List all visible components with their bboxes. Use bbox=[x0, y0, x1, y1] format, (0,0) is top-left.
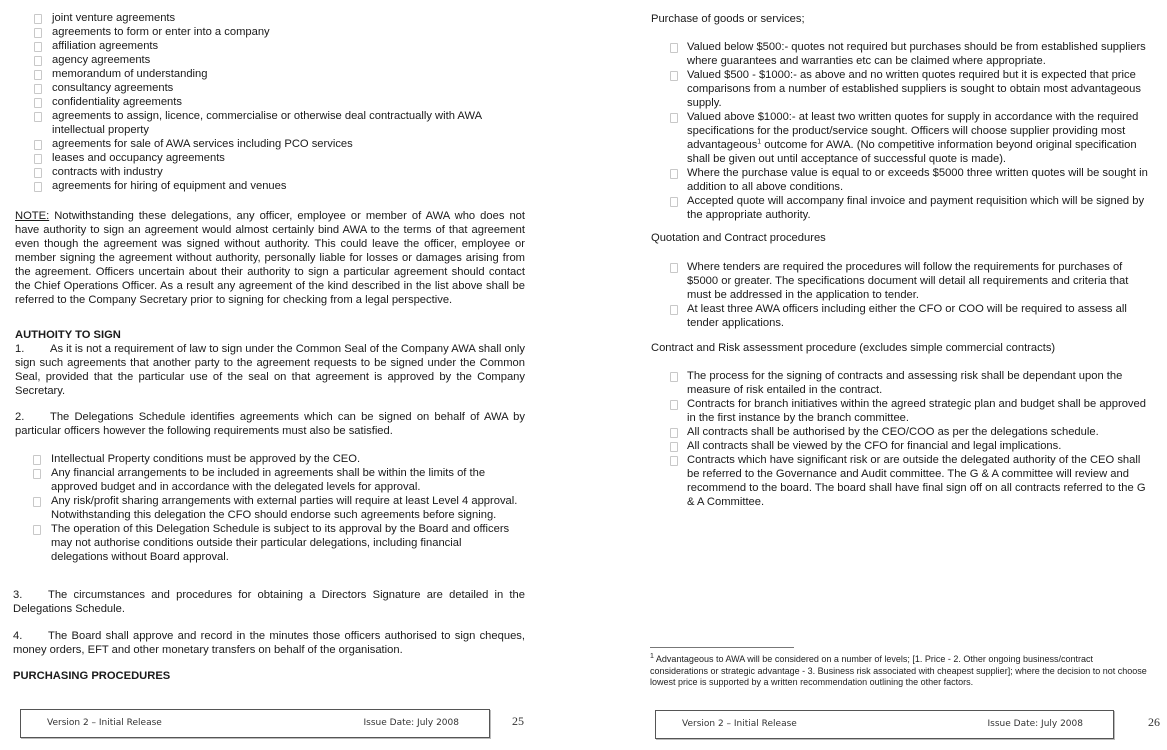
checkbox-bullet-icon bbox=[34, 84, 42, 94]
checkbox-bullet-icon bbox=[33, 497, 41, 507]
list-item: All contracts shall be viewed by the CFO for financial and legal implications. bbox=[687, 439, 1149, 453]
checkbox-bullet-icon bbox=[670, 43, 678, 53]
version-label: Version 2 – Initial Release bbox=[682, 719, 797, 729]
list-item: joint venture agreements bbox=[52, 11, 522, 25]
list-item: All contracts shall be authorised by the CEO/COO as per the delegations schedule. bbox=[687, 425, 1149, 439]
list-item: agreements for hiring of equipment and venues bbox=[52, 179, 522, 193]
checkbox-bullet-icon bbox=[33, 469, 41, 479]
checkbox-bullet-icon bbox=[670, 197, 678, 207]
agreement-types-list bbox=[52, 11, 522, 193]
checkbox-bullet-icon bbox=[34, 56, 42, 66]
list-item: Accepted quote will accompany final invoice and payment requisition which will be signed by the appropriate authority. bbox=[687, 194, 1149, 222]
note-paragraph bbox=[15, 209, 525, 307]
list-item: agreements to assign, licence, commercialise or otherwise deal contractually with AWA intellectual property bbox=[52, 109, 522, 137]
list-item: confidentiality agreements bbox=[52, 95, 522, 109]
checkbox-bullet-icon bbox=[34, 28, 42, 38]
checkbox-bullet-icon bbox=[670, 456, 678, 466]
list-item: Any financial arrangements to be included in agreements shall be within the limits of the approved budget and in accordance with the delegated levels for approval. bbox=[51, 466, 521, 494]
checkbox-bullet-icon bbox=[670, 442, 678, 452]
checkbox-bullet-icon bbox=[670, 263, 678, 273]
note-label: NOTE: bbox=[15, 210, 50, 222]
page-number: 26 bbox=[1148, 715, 1160, 729]
list-item: agency agreements bbox=[52, 53, 522, 67]
note-text: Notwithstanding these delegations, any officer, employee or member of AWA who does not have authority to sign an agreement would almost certainly bind AWA to the terms of that agreement even though the agreement was signed without authority. This could leave the officer, employee or member signing the agreement without authority, personally liable for losses or damages arising from the agreement. Officers uncertain about their authority to sign a particular agreement should contact the Chief Operations Officer. As a result any agreement of the kind described in the list above shall be referred to the Company Secretary prior to signing for checking from a legal perspective. bbox=[15, 210, 525, 306]
checkbox-bullet-icon bbox=[670, 71, 678, 81]
list-item: Where tenders are required the procedures will follow the requirements for purchases of $5000 or greater. The specifications document will detail all requirements and criteria that must be addressed in the application to tender. bbox=[687, 260, 1149, 302]
checkbox-bullet-icon bbox=[34, 168, 42, 178]
list-item: agreements for sale of AWA services including PCO services bbox=[52, 137, 522, 151]
checkbox-bullet-icon bbox=[34, 42, 42, 52]
quotation-heading: Quotation and Contract procedures bbox=[651, 232, 826, 244]
list-item: Valued $500 - $1000:- as above and no written quotes required but it is expected that price comparisons from a number of established suppliers is sought to obtain most advantageous supply. bbox=[687, 68, 1149, 110]
list-item: The operation of this Delegation Schedule is subject to its approval by the Board and officers may not authorise conditions outside their particular delegations, including financial delegations without Board approval. bbox=[51, 522, 521, 564]
footnote-marker: 1 bbox=[650, 653, 654, 660]
issue-date: Issue Date: July 2008 bbox=[363, 718, 459, 728]
paragraph-number: 3. bbox=[13, 589, 23, 601]
purchase-rules-list bbox=[687, 40, 1149, 222]
page-footer bbox=[20, 709, 490, 738]
requirements-list bbox=[51, 452, 521, 564]
checkbox-bullet-icon bbox=[34, 70, 42, 80]
paragraph-3: 3. The circumstances and procedures for obtaining a Directors Signature are detailed in the Delegations Schedule. bbox=[13, 589, 525, 615]
list-item: Where the purchase value is equal to or exceeds $5000 three written quotes will be sought in addition to all above conditions. bbox=[687, 166, 1149, 194]
checkbox-bullet-icon bbox=[34, 182, 42, 192]
list-item: contracts with industry bbox=[52, 165, 522, 179]
purchase-heading: Purchase of goods or services; bbox=[651, 13, 805, 25]
checkbox-bullet-icon bbox=[670, 428, 678, 438]
list-item: agreements to form or enter into a company bbox=[52, 25, 522, 39]
paragraph-2: 2. The Delegations Schedule identifies agreements which can be signed on behalf of AWA by particular officers however the following requirements must also be satisfied. bbox=[15, 411, 525, 437]
checkbox-bullet-icon bbox=[34, 14, 42, 24]
checkbox-bullet-icon bbox=[34, 98, 42, 108]
issue-date: Issue Date: July 2008 bbox=[987, 719, 1083, 729]
footnote: $^1$ Advantageous to AWA will be considered on a number of levels; [1. Price - 2. Other ongoing business/contract considerations or strategic advantage - 3. Business risk associated with cheapest supplier]; where the decision to not choose lowest price is supported by a written recommendation outlining the other factors. bbox=[650, 653, 1147, 687]
paragraph-4: 4. The Board shall approve and record in the minutes those officers authorised to sign cheques, money orders, EFT and other monetary transfers on behalf of the organisation. bbox=[13, 630, 525, 656]
list-item: Valued above $1000:- at least two written quotes for supply in accordance with the required specifications for the product/service sought. Officers will choose supplier providing most advantageous$^1$ outcome for AWA. (No competitive information beyond original specification shall be given out until acceptance of successful quote is made). bbox=[687, 110, 1149, 166]
authority-heading: AUTHOITY TO SIGN bbox=[15, 329, 121, 341]
checkbox-bullet-icon bbox=[34, 154, 42, 164]
checkbox-bullet-icon bbox=[670, 305, 678, 315]
list-item: Contracts for branch initiatives within the agreed strategic plan and budget shall be approved in the first instance by the branch committee. bbox=[687, 397, 1149, 425]
paragraph-1: 1. As it is not a requirement of law to sign under the Common Seal of the Company AWA shall only sign such agreements that another party to the agreement requests to be signed under the Common Seal, provided that the particular use of the seal on that agreement is approved by the Company Secretary. bbox=[15, 343, 525, 397]
paragraph-number: 1. bbox=[15, 343, 25, 355]
list-item: Intellectual Property conditions must be approved by the CEO. bbox=[51, 452, 521, 466]
list-item: leases and occupancy agreements bbox=[52, 151, 522, 165]
checkbox-bullet-icon bbox=[34, 112, 42, 122]
paragraph-number: 4. bbox=[13, 630, 23, 642]
paragraph-number: 2. bbox=[15, 411, 25, 423]
checkbox-bullet-icon bbox=[33, 455, 41, 465]
checkbox-bullet-icon bbox=[670, 400, 678, 410]
checkbox-bullet-icon bbox=[34, 140, 42, 150]
list-item: Any risk/profit sharing arrangements with external parties will require at least Level 4 approval. Notwithstanding this delegation the CFO should endorse such agreements before signing. bbox=[51, 494, 521, 522]
list-item: Contracts which have significant risk or are outside the delegated authority of the CEO shall be referred to the Governance and Audit committee. The G & A committee will review and recommend to the board. The board shall have final sign off on all contracts referred to the G & A Committee. bbox=[687, 453, 1149, 509]
page-footer bbox=[655, 710, 1114, 739]
purchasing-heading: PURCHASING PROCEDURES bbox=[13, 670, 171, 682]
footnote-reference: 1 bbox=[757, 138, 762, 146]
page-number: 25 bbox=[512, 714, 524, 728]
list-item: Valued below $500:- quotes not required but purchases should be from established suppliers where guarantees and warranties etc can be claimed where appropriate. bbox=[687, 40, 1149, 68]
quotation-rules-list bbox=[687, 260, 1149, 330]
list-item: consultancy agreements bbox=[52, 81, 522, 95]
list-item: memorandum of understanding bbox=[52, 67, 522, 81]
version-label: Version 2 – Initial Release bbox=[47, 718, 162, 728]
list-item: affiliation agreements bbox=[52, 39, 522, 53]
checkbox-bullet-icon bbox=[670, 113, 678, 123]
footnote-divider bbox=[650, 647, 794, 648]
right-page bbox=[585, 0, 1167, 750]
list-item: The process for the signing of contracts and assessing risk shall be dependant upon the measure of risk entailed in the contract. bbox=[687, 369, 1149, 397]
checkbox-bullet-icon bbox=[670, 169, 678, 179]
risk-heading: Contract and Risk assessment procedure (excludes simple commercial contracts) bbox=[651, 342, 1056, 354]
risk-rules-list bbox=[687, 369, 1149, 509]
checkbox-bullet-icon bbox=[670, 372, 678, 382]
list-item: At least three AWA officers including either the CFO or COO will be required to assess all tender applications. bbox=[687, 302, 1149, 330]
checkbox-bullet-icon bbox=[33, 525, 41, 535]
